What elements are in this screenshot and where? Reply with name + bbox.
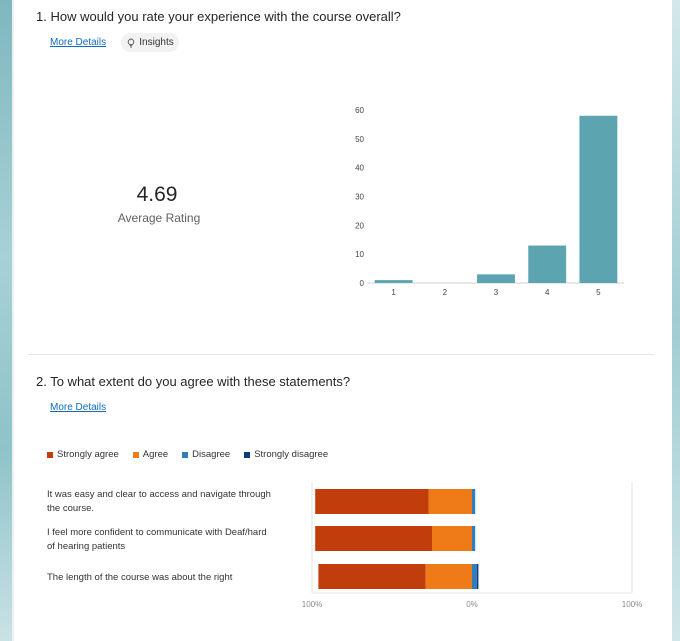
section-divider <box>28 354 654 355</box>
q2-more-details-link[interactable]: More Details <box>50 402 107 413</box>
window-edge-right <box>672 0 680 641</box>
x-tick-label: 100% <box>621 600 643 609</box>
legend-label: Strongly disagree <box>254 449 329 460</box>
y-tick-label: 60 <box>355 106 364 115</box>
y-tick-label: 0 <box>359 279 364 288</box>
lightbulb-icon <box>126 38 136 48</box>
strongly-agree-segment <box>315 526 432 551</box>
y-tick-label: 20 <box>355 221 364 231</box>
agreement-likert-chart <box>274 480 654 615</box>
rating-bar <box>375 280 413 283</box>
q1-more-details-link[interactable]: More Details <box>50 37 107 48</box>
disagree-segment <box>472 526 475 551</box>
rating-bar <box>477 274 515 283</box>
rating-bar <box>528 246 566 283</box>
x-tick-label: 2 <box>442 288 448 297</box>
legend-item-strongly-disagree <box>244 449 328 460</box>
strongly-agree-segment <box>318 564 425 589</box>
strongly-disagree-segment <box>477 564 479 589</box>
legend-item-disagree <box>182 449 230 460</box>
legend-label: Disagree <box>192 449 231 460</box>
agree-swatch <box>133 452 139 458</box>
statement-label: It was easy and clear to access and navigate through the course. <box>47 489 271 514</box>
agreement-legend <box>47 449 328 460</box>
insights-button[interactable] <box>121 33 179 52</box>
agree-segment <box>426 564 472 589</box>
results-card <box>14 0 672 641</box>
rating-bar-chart <box>340 100 630 300</box>
agree-segment <box>432 526 472 551</box>
rating-bar <box>579 116 617 283</box>
window-edge-left <box>0 0 12 641</box>
average-rating-value: 4.69 <box>136 183 178 206</box>
legend-item-strongly-agree <box>47 449 119 460</box>
disagree-segment <box>472 489 475 514</box>
legend-label: Strongly agree <box>57 449 119 460</box>
y-tick-label: 10 <box>355 250 364 260</box>
strongly-agree-segment <box>315 489 429 514</box>
y-tick-label: 40 <box>355 163 364 173</box>
disagree-segment <box>472 564 477 589</box>
average-rating-label: Average Rating <box>117 211 201 225</box>
strongly-disagree-swatch <box>244 452 250 458</box>
disagree-swatch <box>182 452 188 458</box>
x-tick-label: 100% <box>301 600 323 609</box>
y-tick-label: 30 <box>355 192 364 202</box>
insights-label: Insights <box>139 37 174 48</box>
x-tick-label: 0% <box>466 600 478 609</box>
agree-segment <box>429 489 472 514</box>
x-tick-label: 4 <box>544 288 550 297</box>
x-tick-label: 3 <box>493 288 499 297</box>
question-1-title: 1. How would you rate your experience with the course overall? <box>36 9 401 24</box>
x-tick-label: 5 <box>596 288 601 297</box>
y-tick-label: 50 <box>355 134 364 144</box>
x-tick-label: 1 <box>391 288 396 297</box>
statement-label: The length of the course was about the right <box>47 572 233 583</box>
legend-item-agree <box>133 449 168 460</box>
question-2-title: 2. To what extent do you agree with these statements? <box>36 374 351 389</box>
statement-label: I feel more confident to communicate with Deaf/hard of hearing patients <box>47 527 267 552</box>
legend-label: Agree <box>142 449 169 460</box>
strongly-agree-swatch <box>47 452 53 458</box>
